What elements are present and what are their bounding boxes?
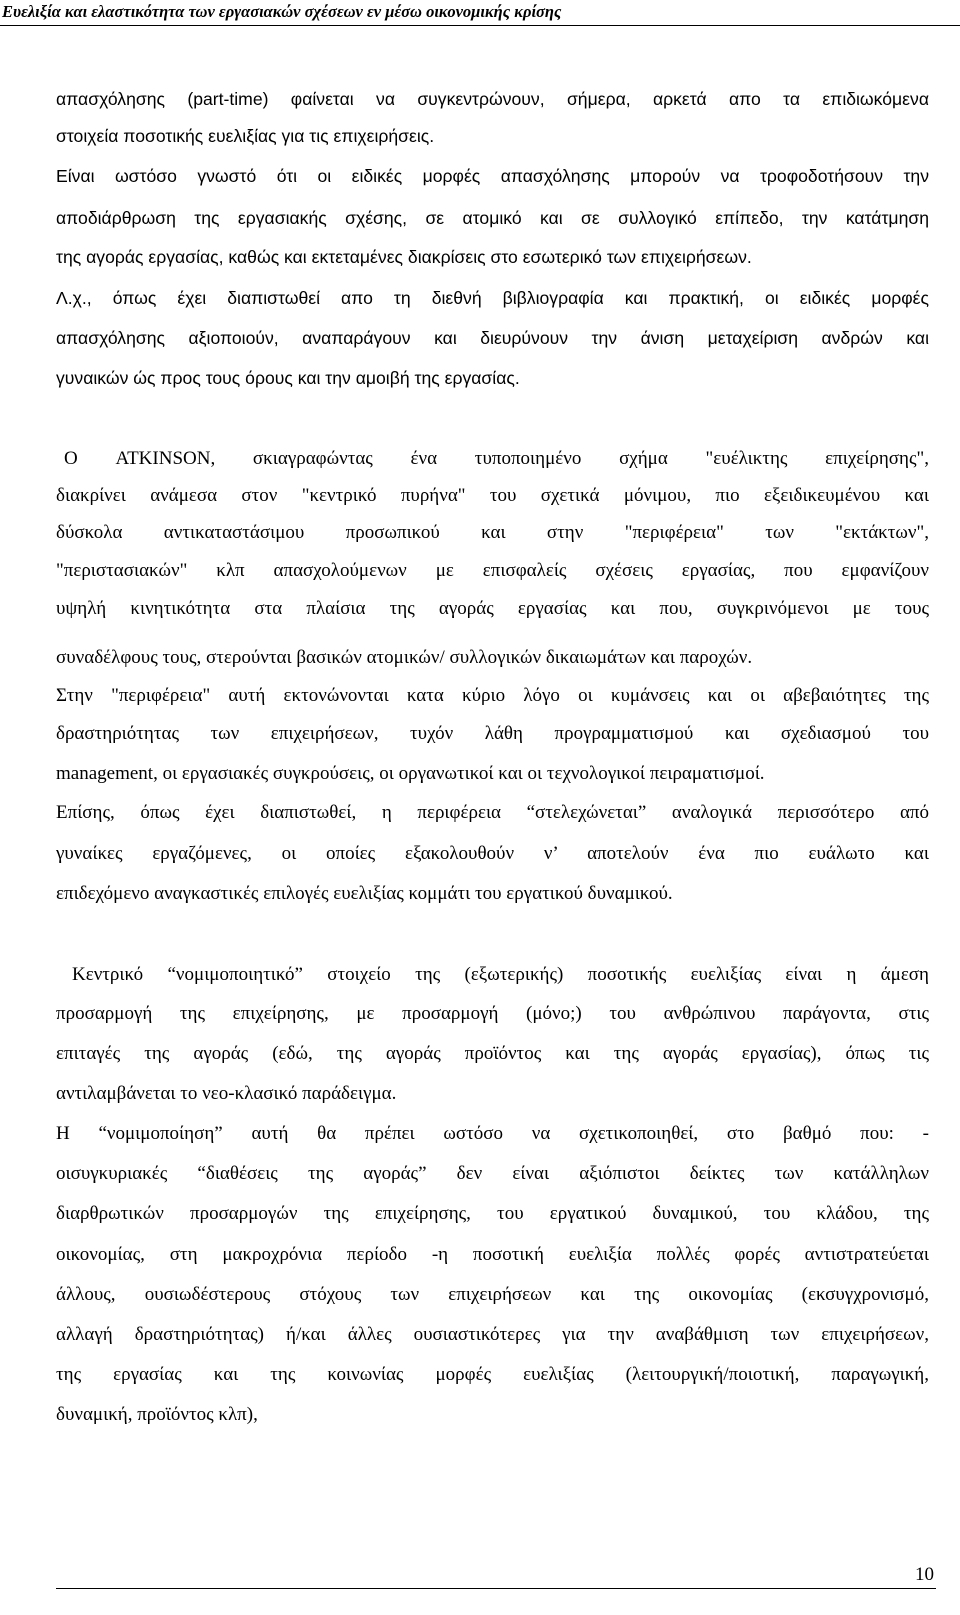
body-line: διακρίνει ανάμεσα στον "κεντρικό πυρήνα" του σχετικά μόνιμου, πιο εξειδικευμένου και (56, 485, 929, 506)
body-line: Ο ATKINSON, σκιαγραφώντας ένα τυποποιημένο σχήμα "ευέλικτης επιχείρησης", (64, 448, 929, 469)
body-line: άλλους, ουσιωδέστερους στόχους των επιχειρήσεων και της οικονομίας (εκσυγχρονισμό, (56, 1284, 929, 1305)
body-line: management, οι εργασιακές συγκρούσεις, οι οργανωτικοί και οι τεχνολογικοί πειραματισμοί. (56, 763, 765, 784)
body-line: "περιστασιακών" κλπ απασχολούμενων με επισφαλείς σχέσεις εργασίας, που εμφανίζουν (56, 560, 929, 581)
body-line: Η “νομιμοποίηση” αυτή θα πρέπει ωστόσο να σχετικοποιηθεί, στο βαθμό που: - (56, 1123, 929, 1144)
body-line: επιδεχόμενο αναγκαστικές επιλογές ευελιξίας κομμάτι του εργατικού δυναμικού. (56, 883, 673, 904)
body-line: προσαρμογή της επιχείρησης, με προσαρμογή (μόνο;) του ανθρώπινου παράγοντα, στις (56, 1003, 929, 1024)
body-line: Είναι ωστόσο γνωστό ότι οι ειδικές μορφές απασχόλησης μπορούν να τροφοδοτήσουν την (56, 166, 929, 186)
body-line: της αγοράς εργασίας, καθώς και εκτεταμένες διακρίσεις στο εσωτερικό των επιχειρήσεων. (56, 247, 752, 267)
body-line: γυναίκες εργαζόμενες, οι οποίες εξακολουθούν ν’ αποτελούν ένα πιο ευάλωτο και (56, 843, 929, 864)
body-line: δύσκολα αντικαταστάσιμου προσωπικού και στην "περιφέρεια" των "εκτάκτων", (56, 522, 929, 543)
body-line: υψηλή κινητικότητα στα πλαίσια της αγοράς εργασίας και που, συγκρινόμενοι με τους (56, 598, 929, 619)
running-header: Ευελιξία και ελαστικότητα των εργασιακών σχέσεων εν μέσω οικονομικής κρίσης (2, 2, 562, 21)
body-line: οισυγκυριακές “διαθέσεις της αγοράς” δεν είναι αξιόπιστοι δείκτες των κατάλληλων (56, 1163, 929, 1184)
body-line: απασχόλησης (part-time) φαίνεται να συγκεντρώνουν, σήμερα, αρκετά απο τα επιδιωκόμενα (56, 89, 929, 109)
body-line: επιταγές της αγοράς (εδώ, της αγοράς προϊόντος και της αγοράς εργασίας), όπως τις (56, 1043, 929, 1064)
body-line: απασχόλησης αξιοποιούν, αναπαράγουν και διευρύνουν την άνιση μεταχείριση ανδρών και (56, 328, 929, 348)
body-line: της εργασίας και της κοινωνίας μορφές ευελιξίας (λειτουργική/ποιοτική, παραγωγική, (56, 1364, 929, 1385)
body-line: Επίσης, όπως έχει διαπιστωθεί, η περιφέρεια “στελεχώνεται” αναλογικά περισσότερο από (56, 802, 929, 823)
body-line: στοιχεία ποσοτικής ευελιξίας για τις επιχειρήσεις. (56, 126, 435, 146)
page-number: 10 (915, 1564, 934, 1585)
body-line: οικονομίας, στη μακροχρόνια περίοδο -η ποσοτική ευελιξία πολλές φορές αντιστρατεύεται (56, 1244, 929, 1265)
body-line: Κεντρικό “νομιμοποιητικό” στοιχείο της (εξωτερικής) ποσοτικής ευελιξίας είναι η άμεση (72, 964, 929, 985)
body-line: διαρθρωτικών προσαρμογών της επιχείρησης, του εργατικού δυναμικού, του κλάδου, της (56, 1203, 929, 1224)
body-line: αλλαγή δραστηριότητας) ή/και άλλες ουσιαστικότερες για την αναβάθμιση των επιχειρήσεων, (56, 1324, 929, 1345)
body-line: αποδιάρθρωση της εργασιακής σχέσης, σε ατομικό και σε συλλογικό επίπεδο, την κατάτμηση (56, 208, 929, 228)
body-line: αντιλαμβάνεται το νεο-κλασικό παράδειγμα. (56, 1083, 397, 1104)
footer-rule (56, 1588, 936, 1589)
body-line: γυναικών ώς προς τους όρους και την αμοιβή της εργασίας. (56, 368, 520, 388)
body-line: δραστηριότητας των επιχειρήσεων, τυχόν λάθη προγραμματισμού και σχεδιασμού του (56, 723, 929, 744)
body-line: δυναμική, προϊόντος κλπ), (56, 1404, 258, 1425)
body-line: Λ.χ., όπως έχει διαπιστωθεί απο τη διεθνή βιβλιογραφία και πρακτική, οι ειδικές μορφές (56, 288, 929, 308)
header-rule (0, 25, 960, 26)
body-line: Στην "περιφέρεια" αυτή εκτονώνονται κατα κύριο λόγο οι κυμάνσεις και οι αβεβαιότητες της (56, 685, 929, 706)
body-line: συναδέλφους τους, στερούνται βασικών ατομικών/ συλλογικών δικαιωμάτων και παροχών. (56, 647, 753, 668)
